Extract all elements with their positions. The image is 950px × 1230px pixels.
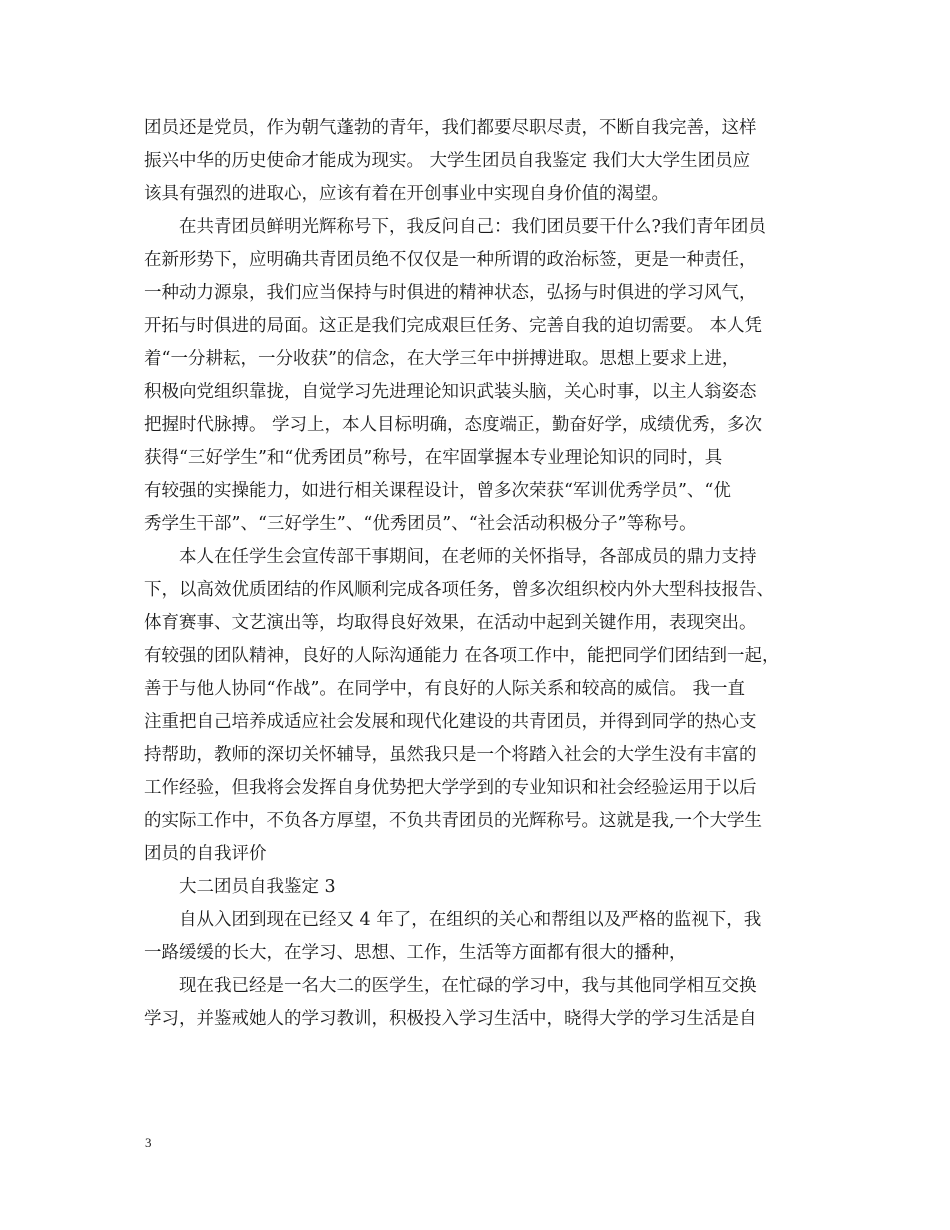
- text-line: 开拓与时俱进的局面。这正是我们完成艰巨任务、完善自我的迫切需要。 本人凭: [144, 316, 763, 336]
- text-line: 注重把自己培养成适应社会发展和现代化建设的共青团员，并得到同学的热心支: [144, 712, 757, 732]
- text-line: 团员还是党员，作为朝气蓬勃的青年，我们都要尽职尽责，不断自我完善，这样: [144, 118, 757, 138]
- text-line: 现在我已经是一名大二的医学生，在忙碌的学习中，我与其他同学相互交换: [179, 976, 757, 996]
- section-heading: 大二团员自我鉴定 3: [179, 877, 336, 897]
- text-line: 获得“三好学生”和“优秀团员”称号，在牢固掌握本专业理论知识的同时，具: [144, 448, 723, 468]
- text-line: 有较强的团队精神，良好的人际沟通能力 在各项工作中，能把同学们团结到一起，: [144, 646, 780, 666]
- text-line: 的实际工作中，不负各方厚望，不负共青团员的光辉称号。这就是我,一个大学生: [144, 811, 763, 831]
- text-line: 秀学生干部”、“三好学生”、“优秀团员”、“社会活动积极分子”等称号。: [144, 514, 697, 534]
- text-line: 自从入团到现在已经又 4 年了，在组织的关心和帮组以及严格的监视下，我: [179, 910, 762, 930]
- text-line: 体育赛事、文艺演出等，均取得良好效果，在活动中起到关键作用，表现突出。: [144, 613, 757, 633]
- text-line: 持帮助，教师的深切关怀辅导，虽然我只是一个将踏入社会的大学生没有丰富的: [144, 745, 757, 765]
- text-line: 着“一分耕耘，一分收获”的信念，在大学三年中拼搏进取。思想上要求上进，: [144, 349, 740, 369]
- text-line: 善于与他人协同“作战”。在同学中，有良好的人际关系和较高的威信。 我一直: [144, 679, 745, 699]
- text-line: 学习，并鉴戒她人的学习教训，积极投入学习生活中，晓得大学的学习生活是自: [144, 1009, 757, 1029]
- text-line: 工作经验，但我将会发挥自身优势把大学学到的专业知识和社会经验运用于以后: [144, 778, 757, 798]
- text-line: 该具有强烈的进取心，应该有着在开创事业中实现自身价值的渴望。: [144, 184, 669, 204]
- text-line: 本人在任学生会宣传部干事期间，在老师的关怀指导，各部成员的鼎力支持: [179, 547, 757, 567]
- page-number: 3: [145, 1135, 152, 1150]
- text-line: 在新形势下，应明确共青团员绝不仅仅是一种所谓的政治标签，更是一种责任，: [144, 250, 757, 270]
- text-line: 把握时代脉搏。 学习上，本人目标明确，态度端正，勤奋好学，成绩优秀，多次: [144, 415, 763, 435]
- text-line: 一种动力源泉，我们应当保持与时俱进的精神状态，弘扬与时俱进的学习风气，: [144, 283, 757, 303]
- text-line: 在共青团员鲜明光辉称号下，我反问自己：我们团员要干什么?我们青年团员: [179, 217, 766, 237]
- text-line: 团员的自我评价: [144, 844, 267, 864]
- text-line: 有较强的实操能力，如进行相关课程设计，曾多次荣获“军训优秀学员”、“优: [144, 481, 731, 501]
- text-line: 积极向党组织靠拢，自觉学习先进理论知识武装头脑，关心时事，以主人翁姿态: [144, 382, 757, 402]
- text-line: 振兴中华的历史使命才能成为现实。 大学生团员自我鉴定 我们大大学生团员应: [144, 151, 751, 171]
- text-line: 一路缓缓的长大，在学习、思想、工作，生活等方面都有很大的播种，: [144, 943, 687, 963]
- text-line: 下，以高效优质团结的作风顺利完成各项任务，曾多次组织校内外大型科技报告、: [144, 580, 774, 600]
